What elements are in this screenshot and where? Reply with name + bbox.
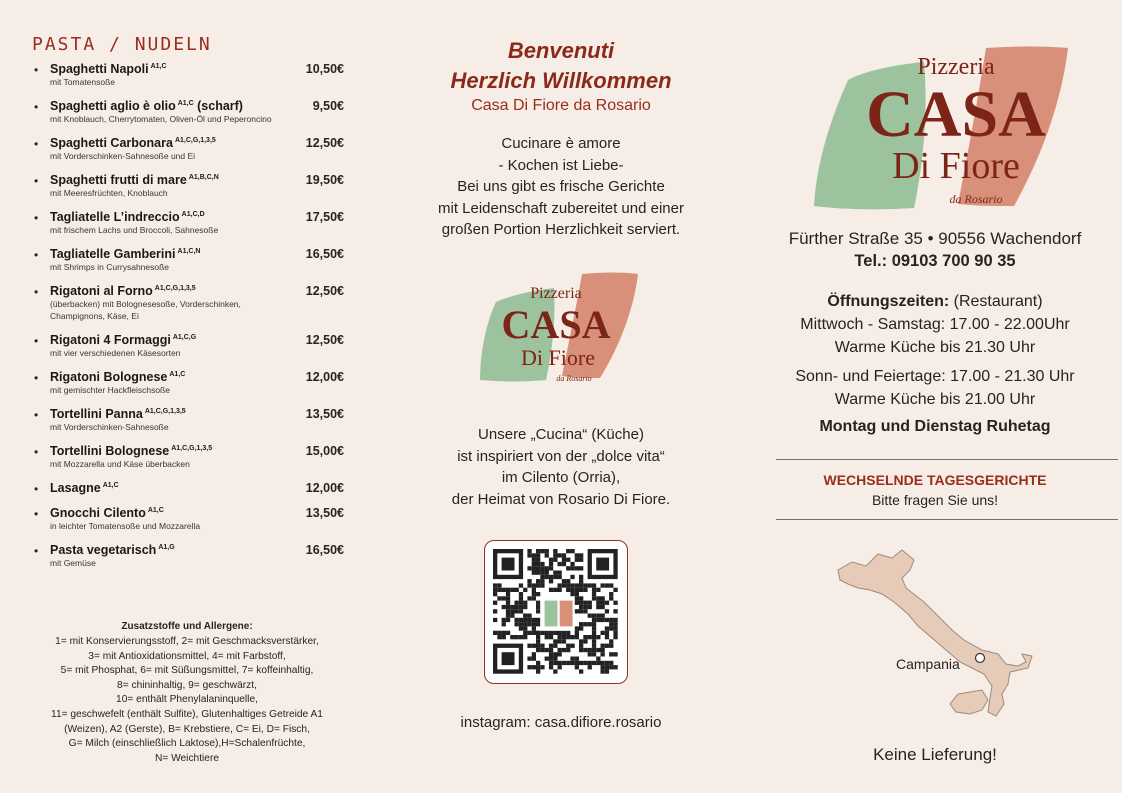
allergen-line: 5= mit Phosphat, 6= mit Süßungsmittel, 7= koffeinhaltig, [60,665,314,677]
menu-item-price: 16,50€ [305,543,344,557]
menu-section-title: PASTA / NUDELN [32,34,212,55]
cucina-line: im Cilento (Orria), [501,469,621,486]
allergen-codes: A1,C [177,99,194,107]
divider-bottom [776,519,1118,520]
allergen-line: N= Weichtiere [154,752,220,764]
menu-item-description: mit Gemüse [50,558,96,568]
hours-note: (Restaurant) [949,293,1043,310]
allergen-codes: A1,C [169,370,186,378]
menu-item-name: Gnocchi Cilento $^{A1,C}$ [50,506,164,520]
hours-label: Öffnungszeiten: [827,293,950,310]
bullet: • [34,445,39,459]
menu-column [0,0,374,793]
italy-map-icon [832,544,1042,724]
bullet: • [34,544,39,558]
menu-item [34,173,344,199]
bullet: • [34,285,39,299]
menu-item [34,543,344,569]
address: Fürther Straße 35 • 90556 Wachendorf [788,229,1082,248]
hours-kitchen-weekdays: Warme Küche bis 21.30 Uhr [834,339,1036,356]
hours-kitchen-sunday: Warme Küche bis 21.00 Uhr [834,391,1036,408]
bullet: • [34,248,39,262]
qr-code-icon [485,541,627,683]
cucina-line: Unsere „Cucina“ (Küche) [478,426,644,443]
small-logo-rosario: da Rosario [556,374,592,383]
small-logo [474,268,644,390]
welcome-german: Herzlich Willkommen [450,68,672,93]
main-logo-casa: CASA [866,78,1046,151]
menu-item-price: 12,50€ [305,333,344,347]
allergen-codes: A1,C,N [177,247,201,255]
menu-item [34,284,344,322]
motto-line: Bei uns gibt es frische Gerichte [457,178,665,195]
menu-item-description: mit Vorderschinken-Sahnesoße [50,422,169,432]
telephone: Tel.: 09103 700 90 35 [854,252,1016,270]
allergen-codes: A1,C,G,1,3,5 [171,444,213,452]
allergen-line: G= Milch (einschließlich Laktose),H=Schalenfrüchte, [68,738,306,750]
bullet: • [34,371,39,385]
allergen-codes: A1,C,G,1,3,5 [144,407,186,415]
hours-sunday: Sonn- und Feiertage: 17.00 - 21.30 Uhr [795,368,1075,385]
menu-item-description: in leichter Tomatensoße und Mozzarella [50,521,201,531]
bullet: • [34,137,39,151]
bullet: • [34,334,39,348]
cucina-line: der Heimat von Rosario Di Fiore. [451,490,671,508]
allergen-codes: A1,C [147,506,164,514]
menu-list [34,62,344,580]
bullet: • [34,482,39,496]
main-logo-difiore: Di Fiore [892,145,1020,187]
bullet: • [34,408,39,422]
bullet: • [34,174,39,188]
bullet: • [34,63,39,77]
menu-item-name: Spaghetti Carbonara $^{A1,C,G,1,3,5}$ [50,136,216,150]
menu-item-description: mit frischem Lachs und Broccoli, Sahnesoße [50,225,219,235]
daily-specials-subtitle: Bitte fragen Sie uns! [871,492,999,508]
allergen-codes: A1,C,G [172,333,197,341]
menu-item-price: 12,50€ [305,284,344,298]
small-logo-casa: CASA [501,302,611,347]
menu-item-price: 12,00€ [305,370,344,384]
opening-hours [748,290,1122,359]
menu-item-name: Spaghetti aglio è olio $^{A1,C}$ (scharf) [50,99,243,113]
menu-item-price: 12,00€ [305,481,344,495]
opening-hours-sunday [748,365,1122,411]
menu-item-name: Lasagne $^{A1,C}$ [50,481,119,495]
allergen-codes: A1,C,G,1,3,5 [154,284,196,292]
allergen-line: 1= mit Konservierungsstoff, 2= mit Geschmacksverstärker, [55,636,319,647]
menu-item-name: Tagliatelle L’indreccio $^{A1,C,D}$ [50,210,205,224]
allergen-codes: A1,G [158,543,175,551]
bullet: • [34,211,39,225]
menu-item [34,210,344,236]
menu-item-price: 16,50€ [305,247,344,261]
menu-item [34,481,344,495]
welcome-italian: Benvenuti [507,38,615,63]
menu-item-name: Rigatoni Bolognese $^{A1,C}$ [50,370,186,384]
allergen-codes: A1,C [102,481,119,489]
menu-item [34,506,344,532]
allergen-codes: A1,C [150,62,167,70]
menu-item-description: mit Vorderschinken-Sahnesoße und Ei [50,151,196,161]
instagram-handle: instagram: casa.difiore.rosario [460,714,662,731]
menu-item-description: mit Shrimps in Currysahnesoße [50,262,170,272]
restaurant-subtitle: Casa Di Fiore da Rosario [471,97,651,114]
cucina-line: ist inspiriert von der „dolce vita“ [457,447,665,465]
rest-days: Montag und Dienstag Ruhetag [819,418,1051,435]
menu-item-price: 13,50€ [305,407,344,421]
allergen-line: 10= enthält Phenylalaninquelle, [116,694,258,706]
motto-line: großen Portion Herzlichkeit serviert. [441,221,681,238]
menu-item-name: Tortellini Bolognese $^{A1,C,G,1,3,5}$ [50,444,213,458]
menu-item-description: (überbacken) mit Bolognesesoße, Vorderschinken, [50,299,241,309]
menu-item [34,370,344,396]
allergen-codes: A1,B,C,N [188,173,219,181]
map-label-campania: Campania [896,656,960,672]
allergen-line: 8= chininhaltig, 9= geschwärzt, [117,679,257,691]
allergen-line: 3= mit Antioxidationsmittel, 4= mit Farbstoff, [88,650,286,662]
menu-item-name: Tortellini Panna $^{A1,C,G,1,3,5}$ [50,407,186,421]
menu-item [34,444,344,470]
main-logo-pizzeria: Pizzeria [917,54,995,80]
menu-item-price: 12,50€ [305,136,344,150]
menu-item-price: 9,50€ [312,99,344,113]
main-logo [806,40,1106,216]
allergen-line: (Weizen), A2 (Gerste), B= Krebstiere, C= Ei, D= Fisch, [64,723,310,735]
menu-item-name: Spaghetti frutti di mare $^{A1,B,C,N}$ [50,173,219,187]
allergen-line: 11= geschwefelt (enthält Sulfite), Glutenhaltiges Getreide A1 [51,708,323,720]
motto-text [374,133,748,241]
menu-item-description: mit Mozzarella und Käse überbacken [50,459,190,469]
info-column [748,0,1122,793]
allergen-codes: A1,C,D [181,210,205,218]
cucina-text [374,424,748,510]
bullet: • [34,507,39,521]
welcome-heading [374,36,748,96]
menu-item-description: mit vier verschiedenen Käsesorten [50,348,181,358]
qr-code-frame [484,540,628,684]
menu-item-name: Tagliatelle Gamberini $^{A1,C,N}$ [50,247,201,261]
menu-item-price: 10,50€ [305,62,344,76]
menu-item-name: Rigatoni al Forno $^{A1,C,G,1,3,5}$ [50,284,196,298]
menu-item-description: mit gemischter Hackfleischsoße [50,385,170,395]
menu-item [34,333,344,359]
menu-item-description: mit Tomatensoße [50,77,116,87]
menu-item-description: Champignons, Käse, Ei [50,311,139,321]
motto-line: - Kochen ist Liebe- [498,156,624,174]
small-logo-difiore: Di Fiore [521,345,595,370]
allergen-list [24,635,350,766]
daily-specials-title: WECHSELNDE TAGESGERICHTE [823,472,1047,488]
menu-item [34,62,344,88]
motto-line: mit Leidenschaft zubereitet und einer [438,199,684,217]
allergen-title: Zusatzstoffe und Allergene: [121,621,253,632]
bullet: • [34,100,39,114]
no-delivery-notice: Keine Lieferung! [873,745,997,764]
hours-weekdays: Mittwoch - Samstag: 17.00 - 22.00Uhr [800,316,1070,333]
menu-item-name: Rigatoni 4 Formaggi $^{A1,C,G}$ [50,333,197,347]
menu-item-price: 15,00€ [305,444,344,458]
motto-line: Cucinare è amore [501,135,621,152]
small-logo-pizzeria: Pizzeria [530,285,582,302]
menu-item-name: Spaghetti Napoli $^{A1,C}$ [50,62,167,76]
welcome-column [374,0,748,793]
menu-item [34,247,344,273]
menu-item-description: mit Meeresfrüchten, Knoblauch [50,188,168,198]
menu-item-price: 13,50€ [305,506,344,520]
menu-item [34,407,344,433]
menu-item [34,136,344,162]
divider-top [776,459,1118,460]
menu-item-description: mit Knoblauch, Cherrytomaten, Oliven-Öl und Peperoncino [50,114,272,124]
allergen-codes: A1,C,G,1,3,5 [174,136,216,144]
menu-item-price: 17,50€ [305,210,344,224]
menu-item [34,99,344,125]
menu-item-name: Pasta vegetarisch $^{A1,G}$ [50,543,175,557]
menu-item-price: 19,50€ [305,173,344,187]
main-logo-rosario: da Rosario [949,192,1003,206]
